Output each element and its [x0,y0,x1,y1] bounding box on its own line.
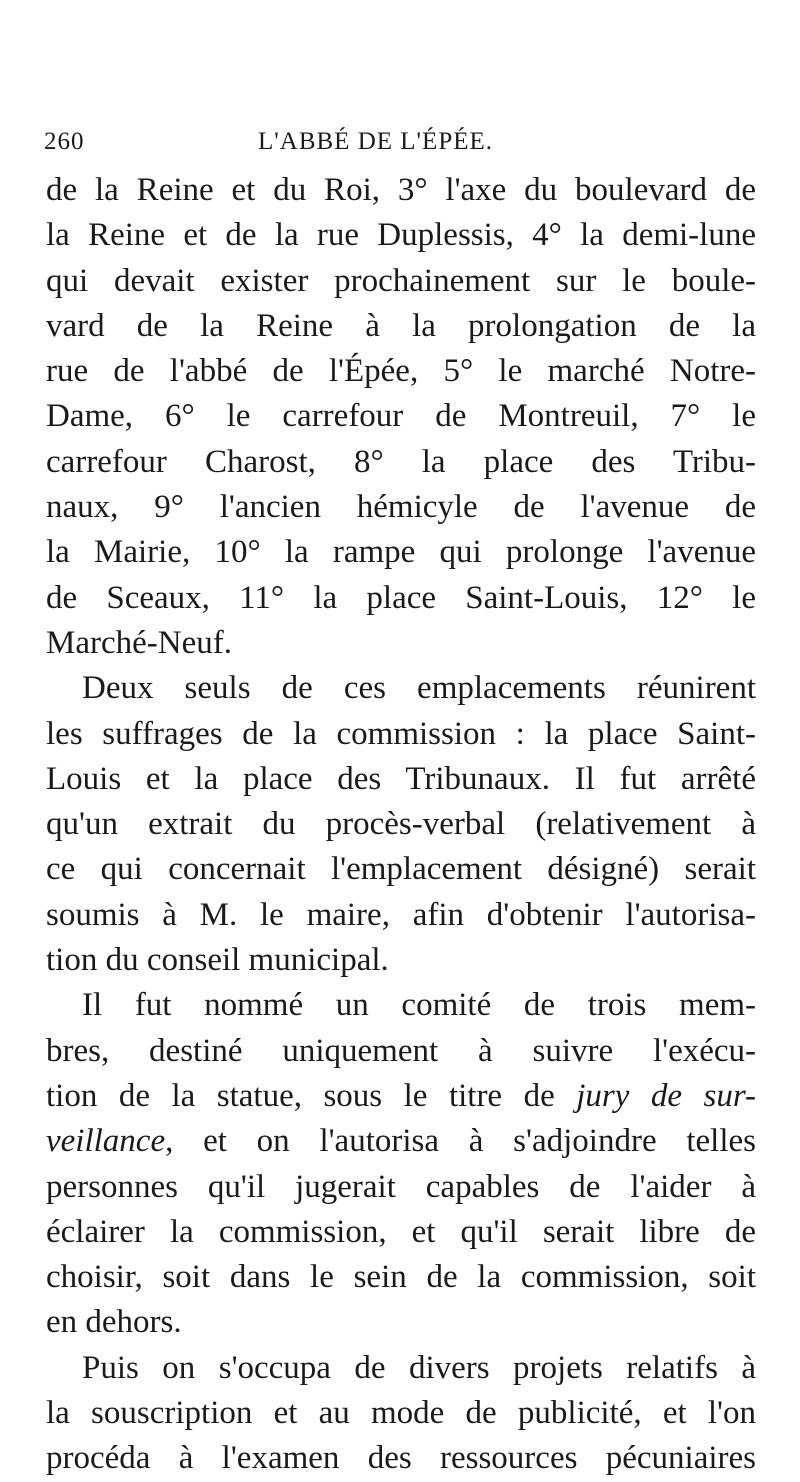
page-header [44,128,756,168]
text-segment: , et on l'autorisa à s'adjoindre telles [165,1123,756,1160]
text-line: la souscription et au mode de publicité, et l'on [46,1395,756,1432]
paragraph-first-line: Puis on s'occupa de divers projets relatifs à [82,1349,756,1386]
page-number: 260 [44,128,85,155]
running-head: L'ABBÉ DE L'ÉPÉE. [258,128,494,155]
body-text [46,168,756,1482]
text-line: la Reine et de la rue Duplessis, 4° la demi-lune [46,217,756,254]
text-line [46,1074,756,1119]
text-line: Louis et la place des Tribunaux. Il fut arrêté [46,760,756,797]
text-segment: tion de la statue, sous le titre de [46,1077,577,1114]
text-line: éclairer la commission, et qu'il serait libre de [46,1213,756,1250]
paragraph-first-line: Deux seuls de ces emplacements réunirent [82,670,756,707]
text-line: bres, destiné uniquement à suivre l'exécu- [46,1032,756,1069]
text-line: vard de la Reine à la prolongation de la [46,307,756,344]
text-line: Dame, 6° le carrefour de Montreuil, 7° le [46,398,756,435]
text-line: choisir, soit dans le sein de la commission, soit [46,1259,756,1296]
text-line: en dehors. [46,1304,182,1341]
text-line: procéda à l'examen des ressources pécuniaires [46,1440,756,1477]
text-line: qu'un extrait du procès-verbal (relativement à [46,806,756,843]
paragraph-first-line: Il fut nommé un comité de trois mem- [82,987,756,1024]
text-line: carrefour Charost, 8° la place des Tribu- [46,443,756,480]
text-line: les suffrages de la commission : la place Saint- [46,715,756,752]
text-line: naux, 9° l'ancien hémicyle de l'avenue de [46,489,756,526]
italic-term: jury de sur- [576,1077,756,1114]
text-line [46,1119,756,1164]
text-line: ce qui concernait l'emplacement désigné) serait [46,851,756,888]
text-line: personnes qu'il jugerait capables de l'aider à [46,1168,756,1205]
italic-term: veillance [46,1123,166,1160]
text-line: de Sceaux, 11° la place Saint-Louis, 12° le [46,579,756,616]
text-line: tion du conseil municipal. [46,942,389,979]
text-line: rue de l'abbé de l'Épée, 5° le marché Notre- [46,353,756,390]
text-line: la Mairie, 10° la rampe qui prolonge l'avenue [46,534,756,571]
text-line: qui devait exister prochainement sur le boule- [46,262,756,299]
text-line: soumis à M. le maire, afin d'obtenir l'autorisa- [46,896,756,933]
text-line: Marché-Neuf. [46,624,232,661]
text-line: de la Reine et du Roi, 3° l'axe du boulevard de [46,172,756,208]
